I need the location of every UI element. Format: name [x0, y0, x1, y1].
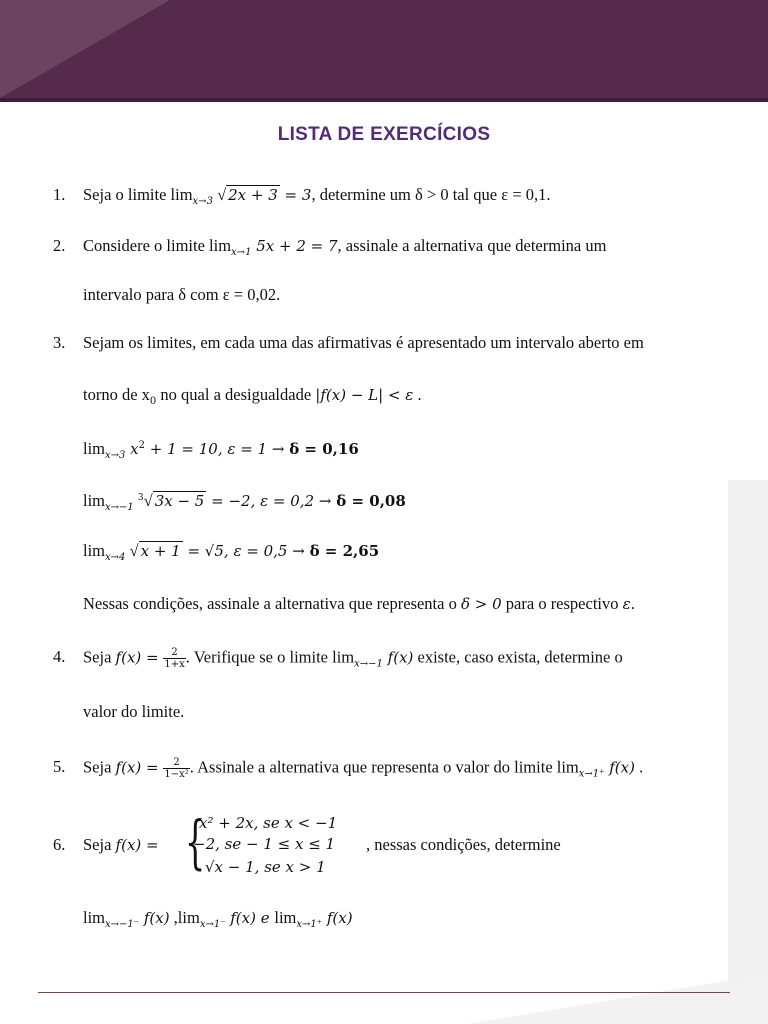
case-1: x² + 2x, se x < −1	[199, 814, 338, 832]
item-3-number: 3.	[53, 333, 66, 352]
header-band	[0, 0, 768, 98]
background-shape	[728, 480, 768, 1024]
fraction: $\frac{2}{\text{1−x²}}$	[164, 757, 189, 780]
item-6-intro: Seja f(x) =	[83, 835, 159, 854]
item-4-line2: valor do limite.	[83, 702, 185, 721]
item-2-line2: intervalo para δ com ε = 0,02.	[83, 285, 281, 304]
header-shade	[0, 0, 170, 98]
item-4-line: Seja f(x) = $\frac{2}{1+x}$ . Verifique se o limite $\lim_{x\to-1} f(x)$ existe, caso exista, determine o	[83, 647, 623, 670]
item-1-line: Seja o limite $\lim_{x\to 3}$ √ 2x + 3 = 3, determine um δ > 0 tal que ε = 0,1.	[83, 185, 551, 207]
header-underline	[0, 98, 768, 102]
item-3-case-a: $\lim_{x\to 3} x^2 + 1 = 10$, ε = 1 → δ = 0,16	[83, 439, 359, 461]
item-3-line2: torno de $x_0$ no qual a desigualdade |f(x) − L| < ε .	[83, 385, 422, 407]
background-corner	[468, 974, 768, 1024]
footer-divider	[38, 992, 730, 993]
brace: {	[185, 808, 206, 876]
item-6-number: 6.	[53, 835, 66, 854]
item-1-number: 1.	[53, 185, 66, 204]
item-4-number: 4.	[53, 647, 66, 666]
item-2-number: 2.	[53, 236, 66, 255]
item-3-case-b: $\lim_{x\to-1} ^3√$ 3x − 5 = −2, ε = 0,2 → δ = 0,08	[83, 491, 406, 513]
item-3-closing: Nessas condições, assinale a alternativa que representa o δ > 0 para o respectivo ε.	[83, 594, 635, 613]
item-3-case-c: $\lim_{x\to 4}$ √ x + 1 = √5, ε = 0,5 → δ = 2,65	[83, 541, 380, 563]
item-5-number: 5.	[53, 757, 66, 776]
item-6-limits: $\lim_{x\to-1^-} f(x)$ $,\lim_{x\to 1^-}$ f(x) e $\lim_{x\to 1^+} f(x)$	[83, 908, 353, 930]
case-3: √x − 1, se x > 1	[205, 858, 326, 876]
case-2: −2, se − 1 ≤ x ≤ 1	[193, 835, 336, 853]
item-2-line: Considere o limite $\lim_{x\to 1} 5x + 2 = 7$, assinale a alternativa que determina um	[83, 236, 607, 258]
fraction: $\frac{2}{1+x}$	[164, 647, 185, 670]
item-6-post: , nessas condições, determine	[366, 835, 561, 854]
item-3-line1: Sejam os limites, em cada uma das afirmativas é apresentado um intervalo aberto em	[83, 333, 644, 352]
item-5-line: Seja f(x) = $\frac{2}{\text{1−x²}}$ . Assinale a alternativa que representa o valor do limite $\lim_{x\to 1^+} f(x)$ .	[83, 757, 644, 780]
page-title: LISTA DE EXERCÍCIOS	[277, 124, 491, 145]
